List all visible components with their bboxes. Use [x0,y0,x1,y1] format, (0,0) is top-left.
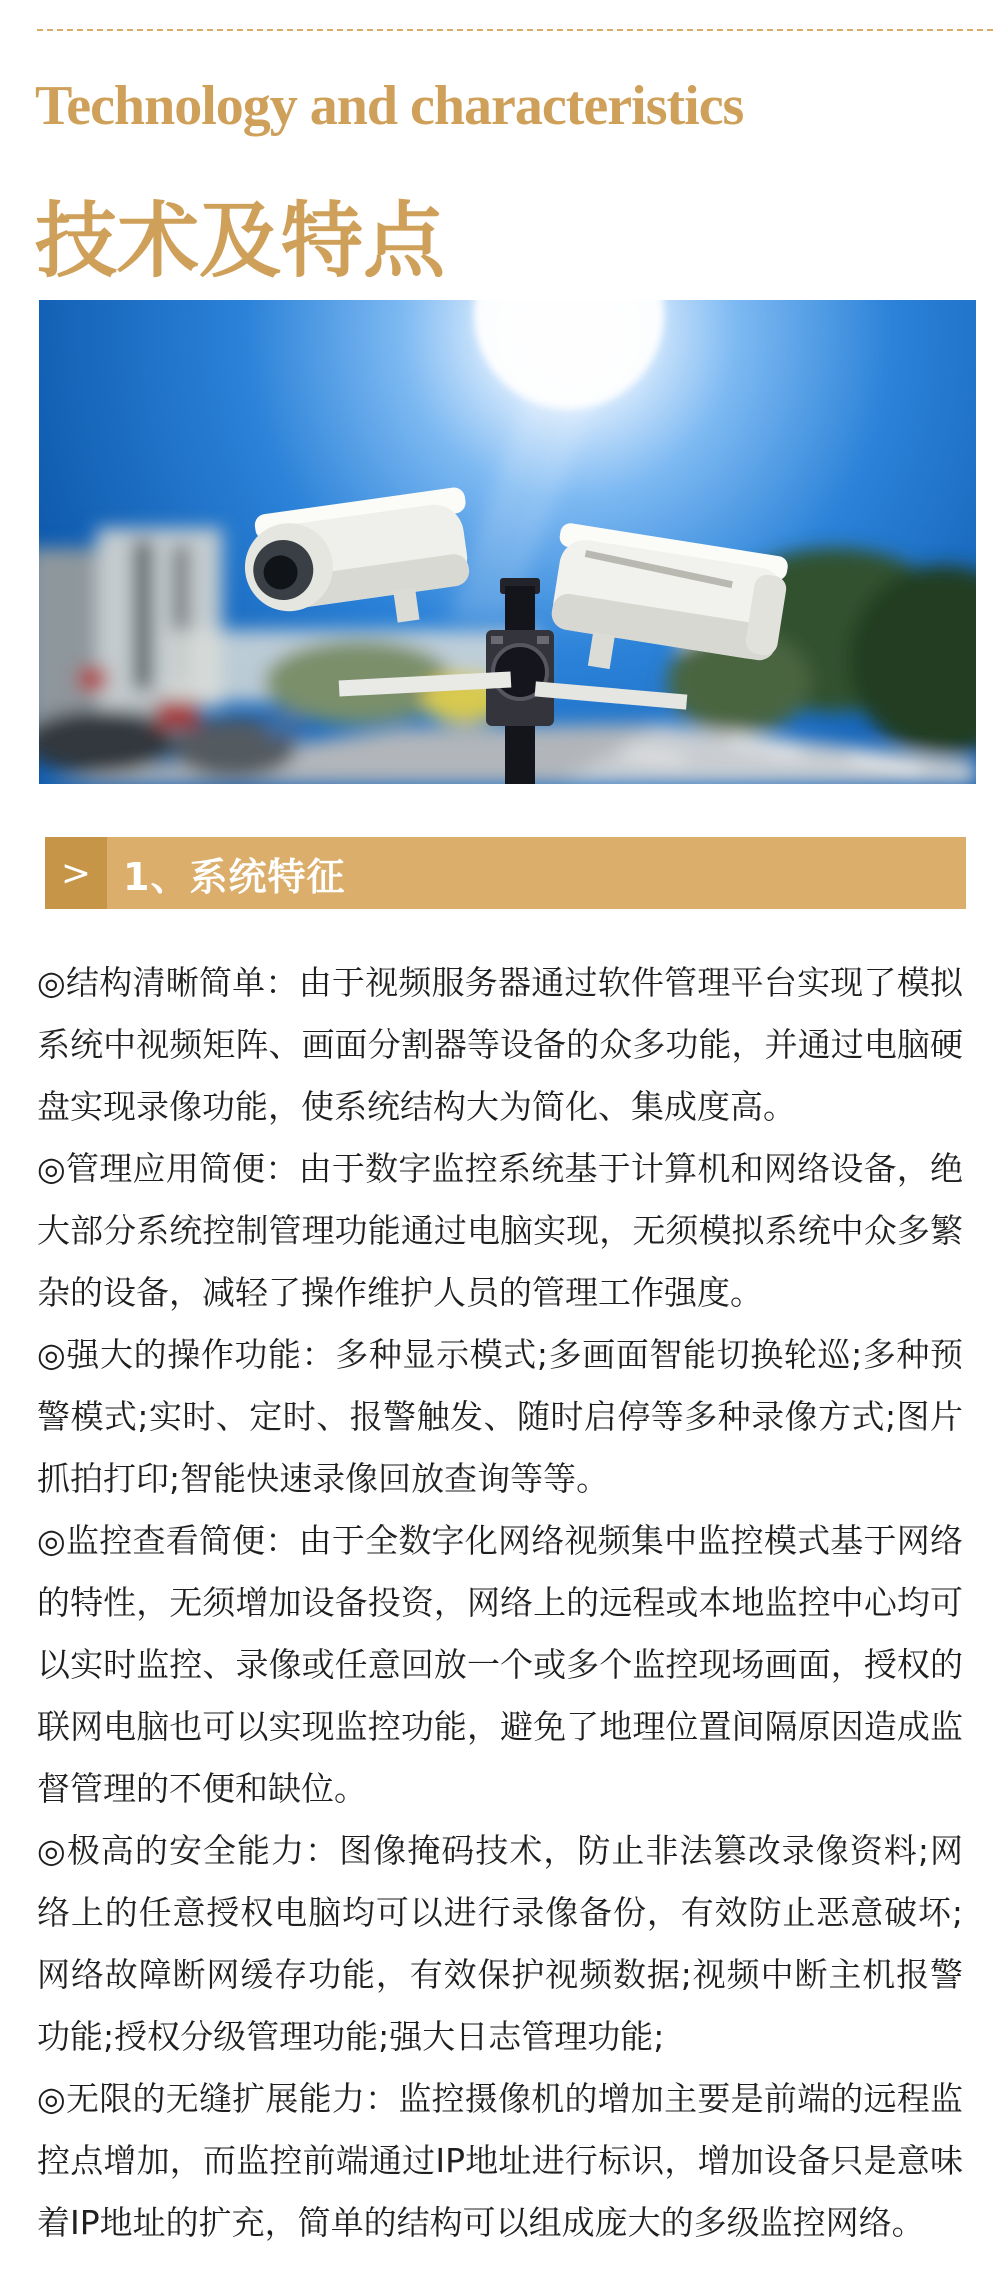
section-title: 1、系统特征 [107,837,966,909]
hero-image [39,300,976,784]
cctv-photo-illustration [39,300,976,784]
chevron-right-icon: > [45,837,107,909]
body-paragraph: ◎结构清晰简单：由于视频服务器通过软件管理平台实现了模拟系统中视频矩阵、画面分割器等设备的众多功能，并通过电脑硬盘实现录像功能，使系统结构大为简化、集成度高。 [37,963,963,1126]
body-paragraph: ◎极高的安全能力：图像掩码技术，防止非法篡改录像资料;网络上的任意授权电脑均可以进行录像备份，有效防止恶意破坏;网络故障断网缓存功能，有效保护视频数据;视频中断主机报警功能;授权分级管理功能;强大日志管理功能; [37,1831,963,2056]
body-paragraph: ◎管理应用简便：由于数字监控系统基于计算机和网络设备，绝大部分系统控制管理功能通过电脑实现，无须模拟系统中众多繁杂的设备，减轻了操作维护人员的管理工作强度。 [37,1149,963,1312]
page-title-chinese: 技术及特点 [35,193,446,290]
article-body [37,952,963,2254]
body-paragraph: ◎强大的操作功能：多种显示模式;多画面智能切换轮巡;多种预警模式;实时、定时、报警触发、随时启停等多种录像方式;图片抓拍打印;智能快速录像回放查询等等。 [37,1335,963,1498]
page-title-english: Technology and characteristics [35,74,744,137]
dashed-divider [37,29,993,31]
section-banner [45,837,966,909]
body-paragraph: ◎监控查看简便：由于全数字化网络视频集中监控模式基于网络的特性，无须增加设备投资，网络上的远程或本地监控中心均可以实时监控、录像或任意回放一个或多个监控现场画面，授权的联网电脑也可以实现监控功能，避免了地理位置间隔原因造成监督管理的不便和缺位。 [37,1521,963,1808]
body-paragraph: ◎无限的无缝扩展能力：监控摄像机的增加主要是前端的远程监控点增加，而监控前端通过IP地址进行标识，增加设备只是意味着IP地址的扩充，简单的结构可以组成庞大的多级监控网络。 [37,2079,963,2242]
